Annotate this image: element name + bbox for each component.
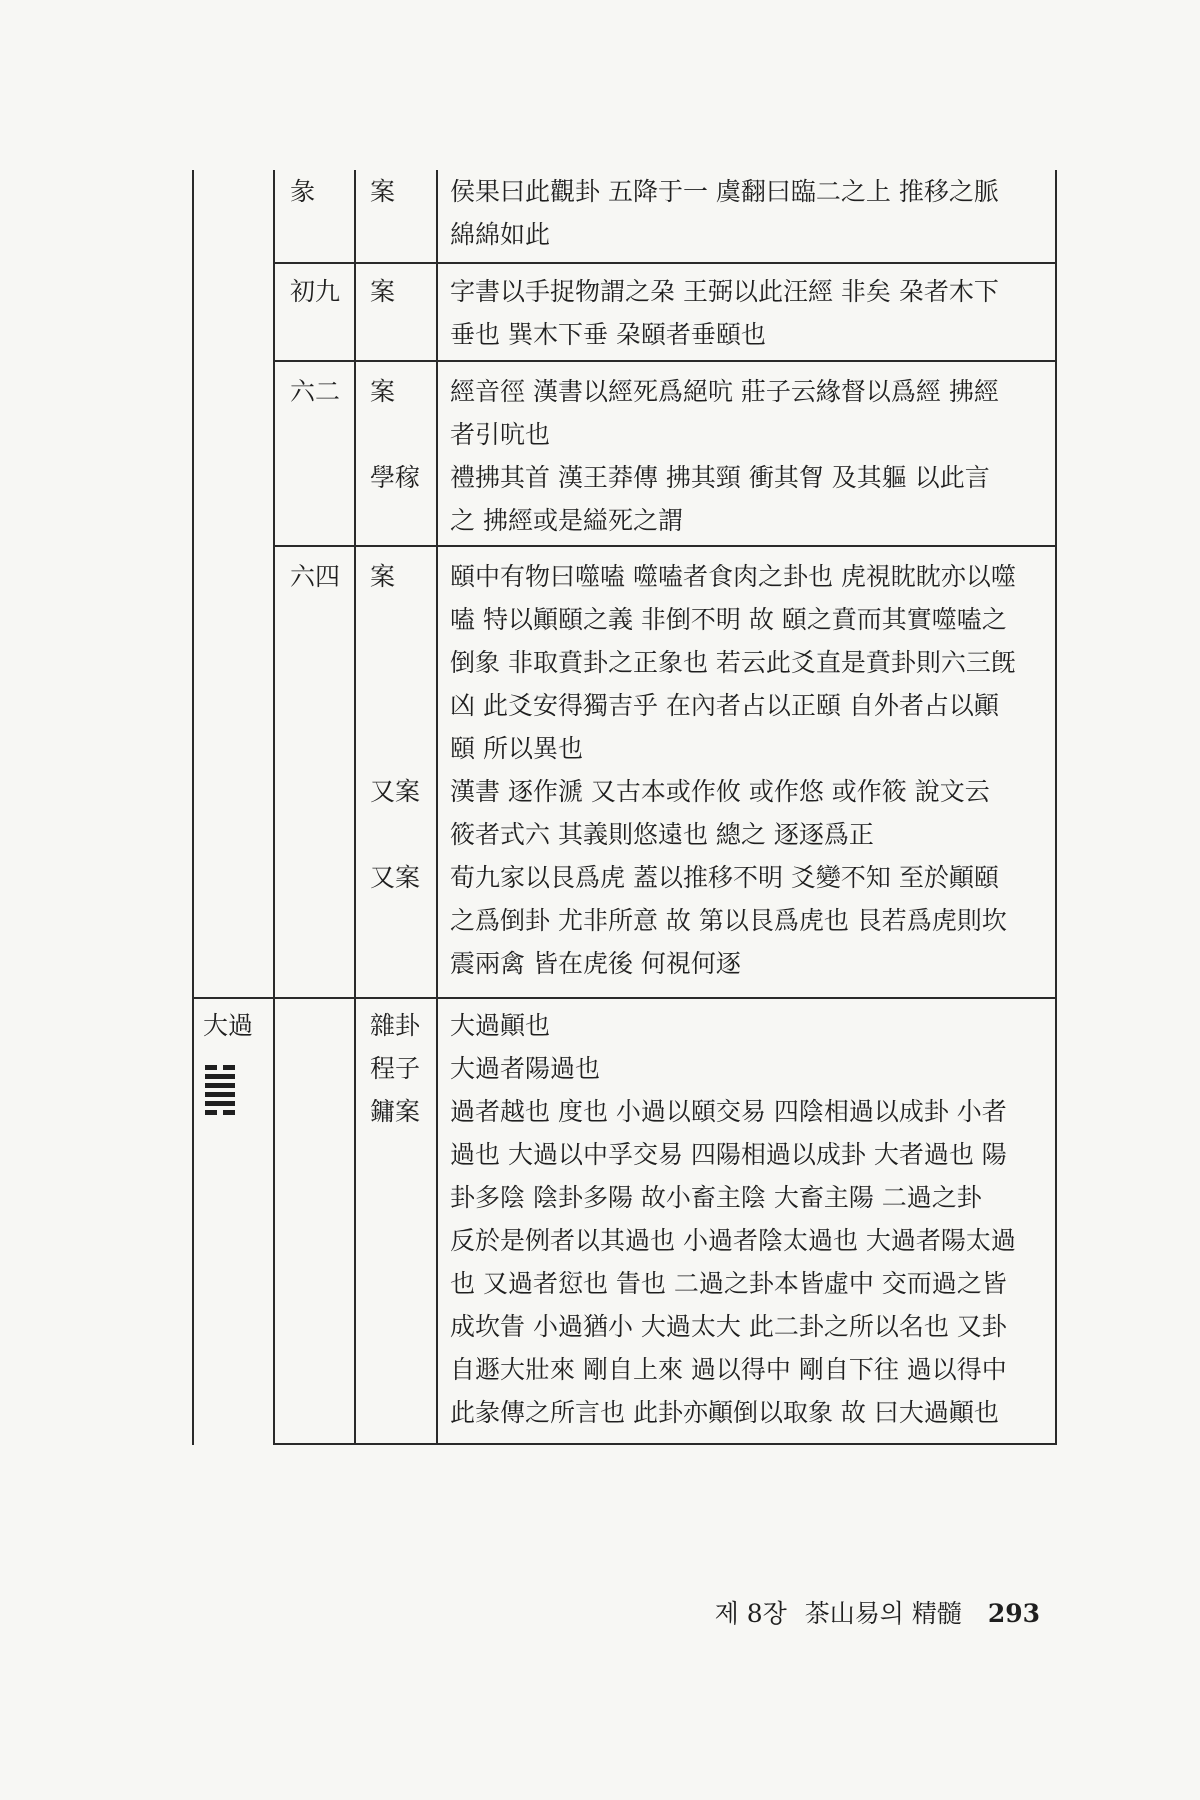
- text-line: 倒象 非取賁卦之正象也 若云此爻直是賁卦則六三旣: [450, 648, 1016, 677]
- text-line: 漢書 逐作㴲 又古本或作攸 或作悠 或作筱 說文云: [450, 777, 990, 806]
- entry-label: 鏞案: [370, 1097, 421, 1126]
- text-line: 垂也 巽木下垂 朶頤者垂頤也: [450, 320, 766, 349]
- line-label: 六四: [290, 562, 341, 591]
- hexagram-line: [205, 1083, 235, 1088]
- entry-label: 案: [370, 377, 396, 406]
- row-divider-2: [273, 360, 1057, 362]
- text-line: 大過顚也: [450, 1011, 551, 1040]
- entry-label: 又案: [370, 777, 421, 806]
- chapter-label: 제 8장: [714, 1599, 787, 1628]
- entry-label: 程子: [370, 1054, 421, 1083]
- text-line: 綿綿如此: [450, 220, 551, 249]
- hexagram-line: [205, 1092, 235, 1097]
- entry-label: 案: [370, 277, 396, 306]
- text-line: 過也 大過以中孚交易 四陽相過以成卦 大者過也 陽: [450, 1140, 1007, 1169]
- text-line: 禮拂其首 漢王莽傳 拂其頸 衝其胷 及其軀 以此言: [450, 463, 990, 492]
- hexagram-line: [205, 1101, 235, 1106]
- text-line: 筱者式六 其義則悠遠也 總之 逐逐爲正: [450, 820, 874, 849]
- text-line: 嗑 特以顚頤之義 非倒不明 故 頤之賁而其實噬嗑之: [450, 605, 1007, 634]
- text-line: 經音徑 漢書以經死爲絕吭 莊子云緣督以爲經 拂經: [450, 377, 999, 406]
- text-line: 凶 此爻安得獨吉乎 在內者占以正頤 自外者占以顚: [450, 691, 999, 720]
- text-line: 自遯大壯來 剛自上來 過以得中 剛自下往 過以得中: [450, 1355, 1007, 1384]
- text-line: 卦多陰 陰卦多陽 故小畜主陰 大畜主陽 二過之卦: [450, 1183, 982, 1212]
- hexagram-line: [205, 1110, 235, 1115]
- entry-label: 學稼: [370, 463, 421, 492]
- text-line: 反於是例者以其過也 小過者陰太過也 大過者陽太過: [450, 1226, 1016, 1255]
- text-line: 荀九家以艮爲虎 蓋以推移不明 爻變不知 至於顚頤: [450, 863, 999, 892]
- line-label: 彖: [290, 177, 316, 206]
- text-line: 之 拂經或是縊死之謂: [450, 506, 683, 535]
- hexagram-name: 大過: [203, 1011, 254, 1040]
- hexagram-line: [205, 1074, 235, 1079]
- table-left-border: [192, 170, 194, 1445]
- text-line: 成坎眚 小過猶小 大過太大 此二卦之所以名也 又卦: [450, 1312, 1007, 1341]
- text-line: 也 又過者愆也 眚也 二過之卦本皆虛中 交而過之皆: [450, 1269, 1007, 1298]
- entry-label: 又案: [370, 863, 421, 892]
- table-bottom-border: [273, 1443, 1057, 1445]
- line-label: 初九: [290, 277, 341, 306]
- entry-label: 案: [370, 562, 396, 591]
- text-line: 侯果曰此觀卦 五降于一 虞翻曰臨二之上 推移之脈: [450, 177, 999, 206]
- text-line: 過者越也 度也 小過以頤交易 四陰相過以成卦 小者: [450, 1097, 1007, 1126]
- text-line: 之爲倒卦 尤非所意 故 第以艮爲虎也 艮若爲虎則坎: [450, 906, 1007, 935]
- chapter-title: 茶山易의 精髓: [804, 1599, 962, 1628]
- text-line: 頤 所以異也: [450, 734, 583, 763]
- line-label: 六二: [290, 377, 341, 406]
- hexagram-symbol-icon: [205, 1065, 235, 1119]
- text-line: 大過者陽過也: [450, 1054, 601, 1083]
- page-footer: [705, 1594, 1040, 1630]
- row-divider-4: [192, 997, 1057, 999]
- entry-label: 雜卦: [370, 1011, 421, 1040]
- text-line: 震兩禽 皆在虎後 何視何逐: [450, 949, 741, 978]
- text-line: 頤中有物曰噬嗑 噬嗑者食肉之卦也 虎視眈眈亦以噬: [450, 562, 1016, 591]
- hexagram-line: [205, 1065, 235, 1070]
- text-line: 字書以手捉物謂之朶 王弼以此汪經 非矣 朶者木下: [450, 277, 999, 306]
- entry-label: 案: [370, 177, 396, 206]
- row-divider-1: [273, 262, 1057, 264]
- page-number: 293: [987, 1599, 1040, 1628]
- text-line: 者引吭也: [450, 420, 551, 449]
- row-divider-3: [273, 545, 1057, 547]
- text-line: 此彖傳之所言也 此卦亦顚倒以取象 故 曰大過顚也: [450, 1398, 999, 1427]
